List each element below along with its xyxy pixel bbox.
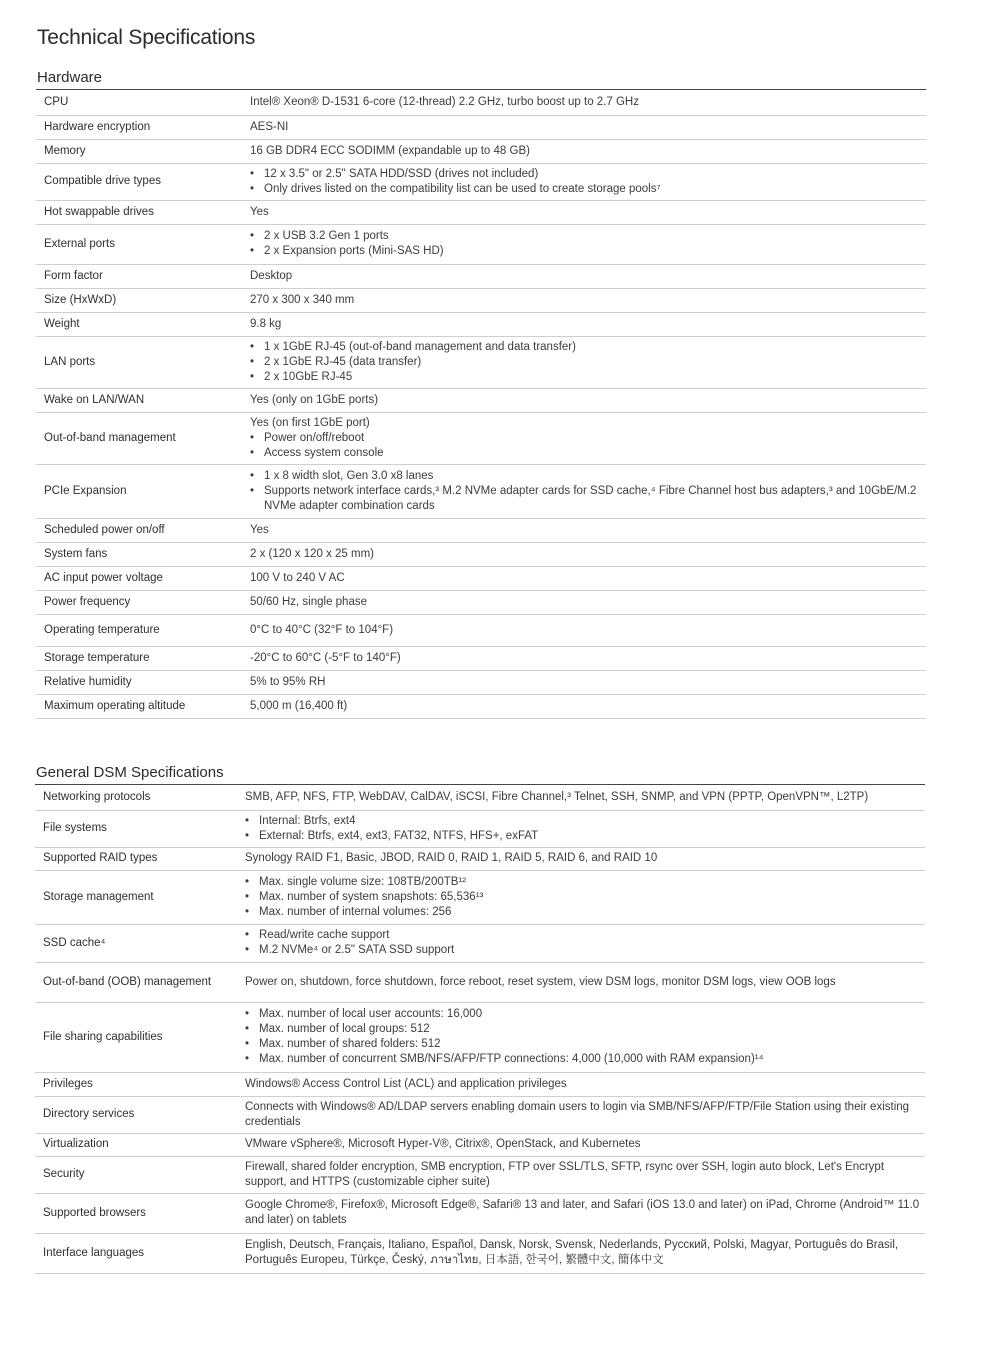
spec-row xyxy=(36,412,926,464)
section-title: Hardware xyxy=(36,68,926,90)
spec-value xyxy=(242,90,926,115)
spec-value xyxy=(242,139,926,163)
spec-row xyxy=(36,590,926,614)
spec-label: Privileges xyxy=(35,1072,237,1096)
spec-value-text: AES-NI xyxy=(250,120,289,133)
spec-label: Interface languages xyxy=(35,1233,237,1273)
spec-value xyxy=(237,810,925,847)
spec-row xyxy=(35,1233,925,1273)
spec-value xyxy=(237,924,925,962)
spec-bullet: • Max. number of local groups: 512 xyxy=(245,1022,925,1037)
spec-row xyxy=(36,200,926,224)
spec-value xyxy=(242,566,926,590)
spec-label: LAN ports xyxy=(36,336,242,388)
spec-value-text: VMware vSphere®, Microsoft Hyper-V®, Citrix®, OpenStack, and Kubernetes xyxy=(245,1138,641,1150)
spec-bullet: • 1 x 8 width slot, Gen 3.0 x8 lanes xyxy=(250,469,926,484)
spec-value-text: Yes (only on 1GbE ports) xyxy=(250,393,379,406)
spec-value-text: Firewall, shared folder encryption, SMB encryption, FTP over SSL/TLS, SFTP, rsync over SSH, login auto block, Let's Encrypt support, and HTTPS (customizable cipher suite) xyxy=(245,1160,885,1188)
spec-label: Storage temperature xyxy=(36,646,242,670)
spec-label: Wake on LAN/WAN xyxy=(36,388,242,412)
spec-label: AC input power voltage xyxy=(36,566,242,590)
spec-value xyxy=(237,1133,925,1156)
spec-label: Memory xyxy=(36,139,242,163)
section-title: General DSM Specifications xyxy=(35,763,925,785)
spec-label: Virtualization xyxy=(35,1133,237,1156)
hardware-section xyxy=(36,68,926,719)
spec-value-text: 2 x (120 x 120 x 25 mm) xyxy=(250,547,374,560)
spec-row xyxy=(36,388,926,412)
spec-row xyxy=(35,1002,925,1072)
spec-row xyxy=(35,1096,925,1133)
spec-bullet: • Max. single volume size: 108TB/200TB¹² xyxy=(245,875,925,890)
spec-table xyxy=(35,785,925,1274)
spec-value xyxy=(237,1193,925,1233)
spec-row xyxy=(36,163,926,200)
spec-bullet: • External: Btrfs, ext4, ext3, FAT32, NTFS, HFS+, exFAT xyxy=(245,829,925,844)
spec-label: Storage management xyxy=(35,870,237,924)
spec-bullet: • 12 x 3.5" or 2.5" SATA HDD/SSD (drives not included) xyxy=(250,167,926,182)
spec-value xyxy=(237,1002,925,1072)
spec-value xyxy=(242,115,926,139)
spec-bullet: • 2 x 10GbE RJ-45 xyxy=(250,370,926,385)
spec-label: Relative humidity xyxy=(36,670,242,694)
spec-row xyxy=(36,224,926,264)
spec-row xyxy=(36,694,926,718)
spec-row xyxy=(36,614,926,646)
spec-row xyxy=(36,264,926,288)
spec-value-text: Intel® Xeon® D-1531 6-core (12-thread) 2.2 GHz, turbo boost up to 2.7 GHz xyxy=(250,95,639,108)
spec-label: Security xyxy=(35,1156,237,1193)
spec-value xyxy=(242,412,926,464)
spec-value-text: Synology RAID F1, Basic, JBOD, RAID 0, RAID 1, RAID 5, RAID 6, and RAID 10 xyxy=(245,852,658,864)
spec-value xyxy=(237,1096,925,1133)
spec-row xyxy=(36,518,926,542)
spec-label: File sharing capabilities xyxy=(35,1002,237,1072)
spec-value xyxy=(242,200,926,224)
spec-value xyxy=(237,870,925,924)
spec-value-text: 0°C to 40°C (32°F to 104°F) xyxy=(250,623,394,636)
spec-value xyxy=(242,312,926,336)
spec-value-text: Yes xyxy=(250,523,269,536)
spec-row xyxy=(35,847,925,870)
spec-label: Hardware encryption xyxy=(36,115,242,139)
spec-row xyxy=(36,464,926,518)
spec-row xyxy=(36,139,926,163)
spec-label: Supported RAID types xyxy=(35,847,237,870)
spec-label: Networking protocols xyxy=(35,785,237,810)
spec-row xyxy=(36,288,926,312)
spec-bullet: • 1 x 1GbE RJ-45 (out-of-band management and data transfer) xyxy=(250,340,926,355)
spec-row xyxy=(35,924,925,962)
spec-value-text: 9.8 kg xyxy=(250,317,282,330)
spec-label: External ports xyxy=(36,224,242,264)
spec-bullet: • Only drives listed on the compatibility list can be used to create storage pools⁷ xyxy=(250,182,926,197)
spec-label: Supported browsers xyxy=(35,1193,237,1233)
spec-value-text: -20°C to 60°C (-5°F to 140°F) xyxy=(250,651,401,664)
spec-value-text: 16 GB DDR4 ECC SODIMM (expandable up to 48 GB) xyxy=(250,144,530,157)
spec-bullet: • Max. number of concurrent SMB/NFS/AFP/FTP connections: 4,000 (10,000 with RAM expansion)¹⁴ xyxy=(245,1052,925,1067)
spec-value xyxy=(237,1233,925,1273)
spec-row xyxy=(35,785,925,810)
spec-label: File systems xyxy=(35,810,237,847)
spec-label: System fans xyxy=(36,542,242,566)
spec-row xyxy=(35,1072,925,1096)
spec-bullet: • 2 x USB 3.2 Gen 1 ports xyxy=(250,229,926,244)
spec-value-text: 50/60 Hz, single phase xyxy=(250,595,367,608)
page-title: Technical Specifications xyxy=(37,26,256,49)
spec-row xyxy=(36,646,926,670)
spec-value-text: Connects with Windows® AD/LDAP servers enabling domain users to login via SMB/NFS/AFP/FTP/File Station using their existing credentials xyxy=(245,1100,910,1128)
spec-value-text: Google Chrome®, Firefox®, Microsoft Edge®, Safari® 13 and later, and Safari (iOS 13.0 and later) on iPad, Chrome (Android™ 11.0 and later) on tablets xyxy=(245,1199,920,1226)
spec-label: CPU xyxy=(36,90,242,115)
spec-value xyxy=(242,264,926,288)
spec-value xyxy=(237,785,925,810)
spec-value-text: Power on, shutdown, force shutdown, force reboot, reset system, view DSM logs, monitor DSM logs, view OOB logs xyxy=(245,975,836,988)
spec-row xyxy=(35,870,925,924)
spec-row xyxy=(36,670,926,694)
spec-value-text: Desktop xyxy=(250,269,293,282)
spec-label: SSD cache⁴ xyxy=(35,924,237,962)
spec-value xyxy=(242,542,926,566)
spec-bullet: • 2 x 1GbE RJ-45 (data transfer) xyxy=(250,355,926,370)
spec-bullet: • Max. number of internal volumes: 256 xyxy=(245,905,925,920)
spec-row xyxy=(36,336,926,388)
spec-bullet: • 2 x Expansion ports (Mini-SAS HD) xyxy=(250,244,926,259)
spec-value-text: 270 x 300 x 340 mm xyxy=(250,293,355,306)
spec-value xyxy=(237,1156,925,1193)
spec-value-text: 5% to 95% RH xyxy=(250,675,326,688)
spec-bullet: • Supports network interface cards,³ M.2 NVMe adapter cards for SSD cache,⁴ Fibre Channel host bus adapters,³ and 10GbE/M.2 NVMe adapter combination cards xyxy=(250,484,926,514)
spec-row xyxy=(36,566,926,590)
spec-row xyxy=(36,90,926,115)
spec-value xyxy=(237,962,925,1002)
spec-label: Out-of-band (OOB) management xyxy=(35,962,237,1002)
spec-label: Compatible drive types xyxy=(36,163,242,200)
spec-label: Scheduled power on/off xyxy=(36,518,242,542)
spec-row xyxy=(35,962,925,1002)
spec-bullet: • M.2 NVMe⁴ or 2.5" SATA SSD support xyxy=(245,943,925,958)
spec-value xyxy=(242,646,926,670)
spec-bullet: • Max. number of local user accounts: 16,000 xyxy=(245,1007,925,1022)
spec-value-text: Windows® Access Control List (ACL) and application privileges xyxy=(245,1077,567,1090)
spec-bullet: • Read/write cache support xyxy=(245,928,925,943)
spec-value-text: English, Deutsch, Français, Italiano, Español, Dansk, Norsk, Svensk, Nederlands, Русский, Polski, Magyar, Português do Brasil, Português Europeu, Türkçe, Český, ภาษาไทย, 日本語, 한국어, 繁體中文, 簡体中文 xyxy=(245,1239,899,1266)
spec-row xyxy=(36,115,926,139)
spec-value xyxy=(242,614,926,646)
spec-table xyxy=(36,90,926,719)
spec-value-text: Yes (on first 1GbE port) xyxy=(250,416,370,429)
spec-value xyxy=(242,163,926,200)
spec-label: Hot swappable drives xyxy=(36,200,242,224)
spec-value xyxy=(242,224,926,264)
spec-label: Operating temperature xyxy=(36,614,242,646)
spec-value xyxy=(242,670,926,694)
dsm-section xyxy=(35,763,925,1274)
spec-value-text: 5,000 m (16,400 ft) xyxy=(250,699,348,712)
spec-label: Out-of-band management xyxy=(36,412,242,464)
spec-label: Directory services xyxy=(35,1096,237,1133)
spec-bullet: • Access system console xyxy=(250,446,926,461)
spec-row xyxy=(36,312,926,336)
spec-row xyxy=(35,1193,925,1233)
spec-value xyxy=(242,464,926,518)
spec-label: Weight xyxy=(36,312,242,336)
spec-row xyxy=(36,542,926,566)
spec-label: Power frequency xyxy=(36,590,242,614)
spec-value-text: 100 V to 240 V AC xyxy=(250,571,345,584)
spec-value xyxy=(237,1072,925,1096)
spec-row xyxy=(35,1133,925,1156)
spec-value xyxy=(242,288,926,312)
spec-bullet: • Power on/off/reboot xyxy=(250,431,926,446)
spec-bullet: • Max. number of system snapshots: 65,536¹³ xyxy=(245,890,925,905)
spec-value xyxy=(242,336,926,388)
spec-row xyxy=(35,810,925,847)
spec-row xyxy=(35,1156,925,1193)
spec-label: Maximum operating altitude xyxy=(36,694,242,718)
spec-value xyxy=(242,694,926,718)
spec-label: Form factor xyxy=(36,264,242,288)
spec-bullet: • Max. number of shared folders: 512 xyxy=(245,1037,925,1052)
spec-value-text: SMB, AFP, NFS, FTP, WebDAV, CalDAV, iSCSI, Fibre Channel,³ Telnet, SSH, SNMP, and VPN (PPTP, OpenVPN™, L2TP) xyxy=(245,790,869,803)
spec-value xyxy=(237,847,925,870)
spec-value xyxy=(242,518,926,542)
spec-value-text: Yes xyxy=(250,205,269,218)
spec-bullet: • Internal: Btrfs, ext4 xyxy=(245,814,925,829)
spec-value xyxy=(242,388,926,412)
spec-label: Size (HxWxD) xyxy=(36,288,242,312)
spec-label: PCIe Expansion xyxy=(36,464,242,518)
spec-value xyxy=(242,590,926,614)
